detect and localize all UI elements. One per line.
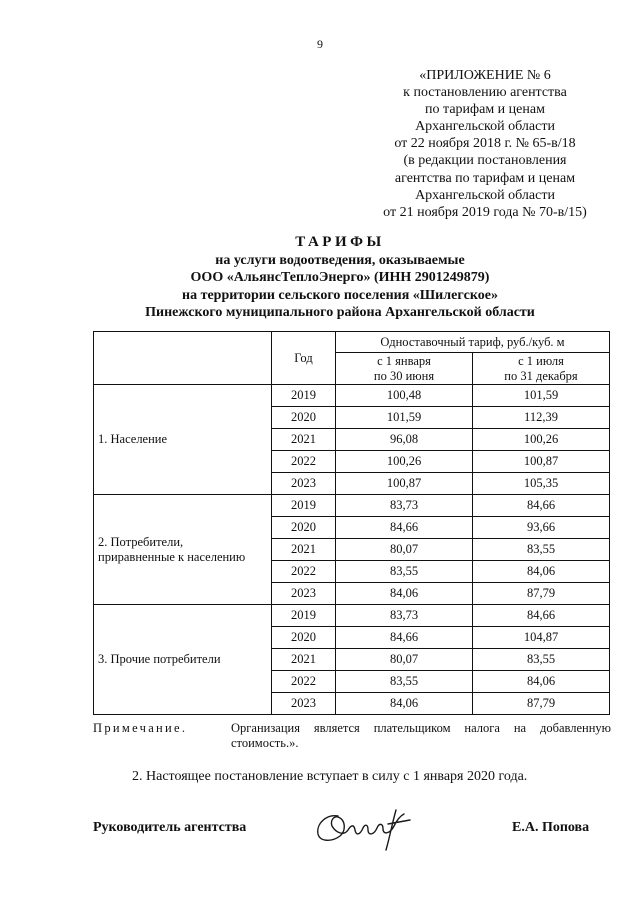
note-label: Примечание. — [93, 721, 188, 735]
effective-date-paragraph: 2. Настоящее постановление вступает в силу с 1 января 2020 года. — [132, 769, 528, 784]
tariff-cell: 112,39 — [473, 407, 610, 429]
year-cell: 2022 — [272, 671, 336, 693]
year-cell: 2020 — [272, 517, 336, 539]
year-cell: 2019 — [272, 495, 336, 517]
year-cell: 2023 — [272, 693, 336, 715]
year-cell: 2019 — [272, 605, 336, 627]
table-header-blank — [94, 332, 272, 385]
tariff-cell: 84,66 — [336, 517, 473, 539]
tariff-cell: 83,73 — [336, 605, 473, 627]
title-line: на территории сельского поселения «Шилегское» — [182, 288, 498, 303]
year-header: Год — [272, 332, 336, 385]
document-title: ТАРИФЫ — [295, 234, 385, 250]
consumer-category: 1. Население — [94, 385, 272, 495]
tariff-cell: 80,07 — [336, 539, 473, 561]
tariff-table — [93, 331, 610, 715]
tariff-cell: 83,55 — [336, 671, 473, 693]
tariff-cell: 83,55 — [336, 561, 473, 583]
tariff-cell: 83,55 — [473, 539, 610, 561]
tariff-cell: 84,66 — [336, 627, 473, 649]
consumer-category: 3. Прочие потребители — [94, 605, 272, 715]
table-row — [94, 385, 610, 407]
title-line: на услуги водоотведения, оказываемые — [215, 253, 465, 268]
title-line: ООО «АльянсТеплоЭнерго» (ИНН 2901249879) — [190, 270, 490, 285]
year-cell: 2020 — [272, 627, 336, 649]
year-cell: 2021 — [272, 429, 336, 451]
tariff-cell: 84,06 — [336, 583, 473, 605]
year-cell: 2022 — [272, 561, 336, 583]
table-row — [94, 495, 610, 517]
tariff-cell: 93,66 — [473, 517, 610, 539]
year-cell: 2019 — [272, 385, 336, 407]
page-number: 9 — [317, 37, 323, 51]
tariff-cell: 84,06 — [473, 561, 610, 583]
appendix-line: «ПРИЛОЖЕНИЕ № 6 — [419, 68, 551, 83]
year-cell: 2023 — [272, 473, 336, 495]
tariff-cell: 100,87 — [473, 451, 610, 473]
tariff-cell: 84,66 — [473, 605, 610, 627]
handwritten-signature — [308, 802, 426, 854]
year-cell: 2020 — [272, 407, 336, 429]
appendix-line: по тарифам и ценам — [425, 102, 545, 118]
tariff-cell: 87,79 — [473, 693, 610, 715]
note-text: Организация является плательщиком налога на добавленную стоимость.». — [231, 721, 611, 750]
appendix-header — [330, 67, 640, 221]
tariff-cell: 80,07 — [336, 649, 473, 671]
period-header: с 1 января по 30 июня — [336, 353, 473, 385]
tariff-cell: 105,35 — [473, 473, 610, 495]
consumer-category: 2. Потребители, приравненные к населению — [94, 495, 272, 605]
appendix-line: (в редакции постановления — [403, 153, 567, 169]
tariff-cell: 84,06 — [473, 671, 610, 693]
tariff-cell: 83,55 — [473, 649, 610, 671]
year-cell: 2021 — [272, 539, 336, 561]
tariff-cell: 96,08 — [336, 429, 473, 451]
signatory-name: Е.А. Попова — [512, 820, 590, 835]
appendix-line: от 22 ноября 2018 г. № 65-в/18 — [394, 136, 576, 152]
tariff-cell: 100,26 — [473, 429, 610, 451]
tariff-cell: 104,87 — [473, 627, 610, 649]
tariff-cell: 87,79 — [473, 583, 610, 605]
tariff-cell: 84,06 — [336, 693, 473, 715]
tariff-cell: 84,66 — [473, 495, 610, 517]
table-row — [94, 605, 610, 627]
year-cell: 2021 — [272, 649, 336, 671]
appendix-line: Архангельской области — [415, 187, 555, 203]
title-line: Пинежского муниципального района Архангельской области — [145, 305, 535, 320]
appendix-line: Архангельской области — [415, 119, 555, 135]
signatory-position: Руководитель агентства — [93, 820, 247, 835]
year-cell: 2022 — [272, 451, 336, 473]
period-header: с 1 июля по 31 декабря — [473, 353, 610, 385]
tariff-cell: 83,73 — [336, 495, 473, 517]
tariff-cell: 100,87 — [336, 473, 473, 495]
tariff-cell: 100,48 — [336, 385, 473, 407]
appendix-line: к постановлению агентства — [403, 85, 567, 101]
appendix-line: агентства по тарифам и ценам — [394, 170, 576, 186]
tariff-header: Одноставочный тариф, руб./куб. м — [336, 332, 610, 353]
year-cell: 2023 — [272, 583, 336, 605]
appendix-line: от 21 ноября 2019 года № 70-в/15) — [383, 204, 587, 220]
tariff-cell: 100,26 — [336, 451, 473, 473]
tariff-cell: 101,59 — [336, 407, 473, 429]
tariff-cell: 101,59 — [473, 385, 610, 407]
